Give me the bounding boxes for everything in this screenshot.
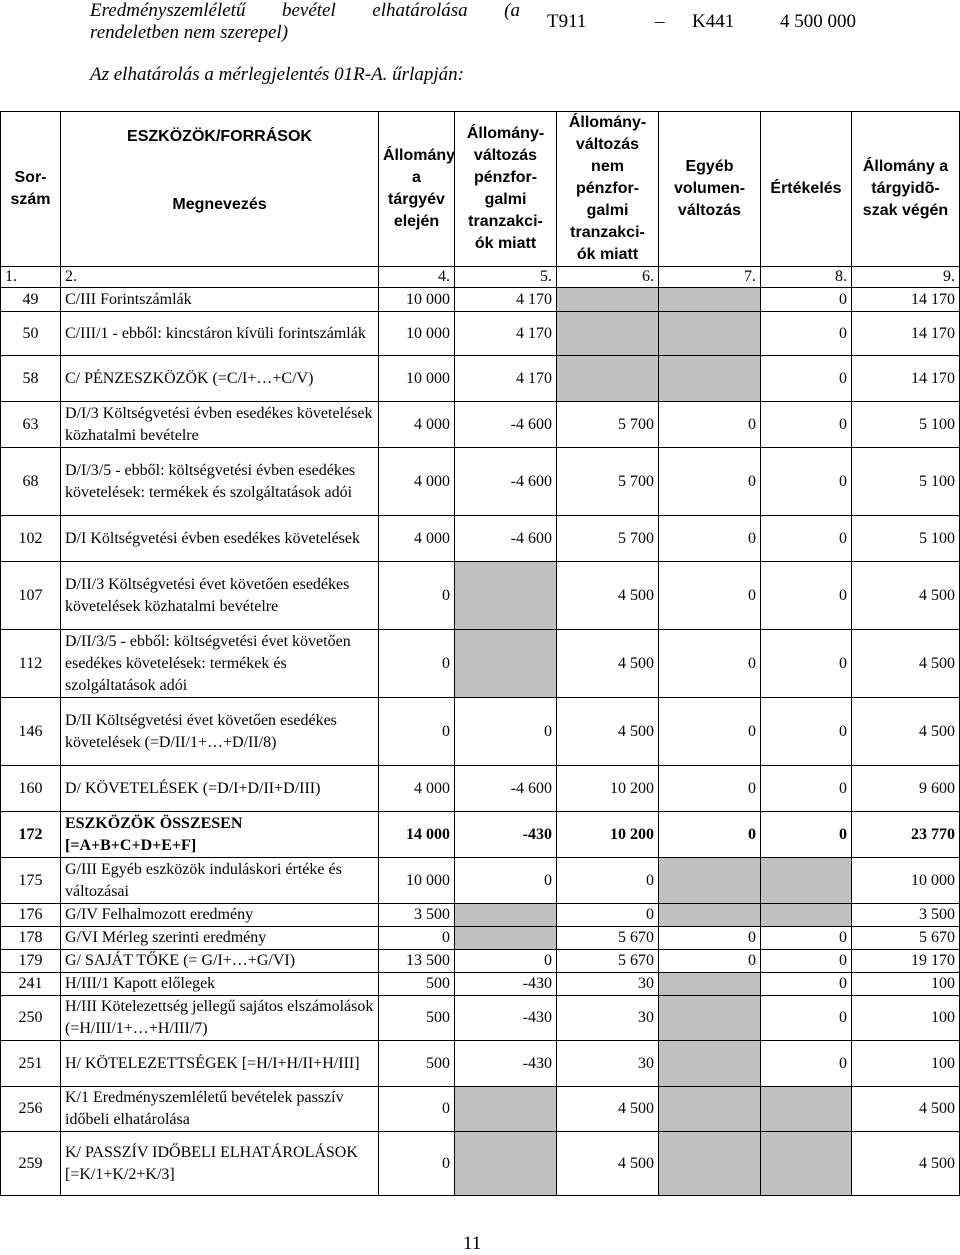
cell-other-volume-change bbox=[659, 904, 761, 927]
cell-noncash-change bbox=[557, 312, 659, 356]
cell-closing-balance: 4 500 bbox=[852, 698, 960, 766]
cell-opening-balance: 0 bbox=[379, 927, 455, 950]
cell-cash-flow-change: -4 600 bbox=[455, 516, 557, 562]
table-row bbox=[1, 904, 960, 927]
cell-noncash-change: 5 670 bbox=[557, 927, 659, 950]
cell-cash-flow-change: -430 bbox=[455, 812, 557, 858]
cell-opening-balance: 4 000 bbox=[379, 448, 455, 516]
cell-closing-balance: 5 100 bbox=[852, 448, 960, 516]
cell-closing-balance: 10 000 bbox=[852, 858, 960, 904]
cell-cash-flow-change: -430 bbox=[455, 973, 557, 996]
cell-valuation: 0 bbox=[761, 766, 852, 812]
cell-closing-balance: 100 bbox=[852, 996, 960, 1041]
cell-noncash-change: 4 500 bbox=[557, 698, 659, 766]
cell-noncash-change: 30 bbox=[557, 996, 659, 1041]
cell-opening-balance: 3 500 bbox=[379, 904, 455, 927]
cell-valuation: 0 bbox=[761, 1041, 852, 1087]
table-row bbox=[1, 402, 960, 448]
cell-valuation: 0 bbox=[761, 402, 852, 448]
cell-opening-balance: 0 bbox=[379, 630, 455, 698]
cell-opening-balance: 10 000 bbox=[379, 288, 455, 312]
cell-cash-flow-change bbox=[455, 927, 557, 950]
row-description: D/II Költségvetési évet követően esedékes követelések (=D/II/1+…+D/II/8) bbox=[61, 698, 379, 766]
row-description: H/ KÖTELEZETTSÉGEK [=H/I+H/II+H/III] bbox=[61, 1041, 379, 1087]
cell-cash-flow-change: -4 600 bbox=[455, 448, 557, 516]
cell-closing-balance: 100 bbox=[852, 1041, 960, 1087]
cell-other-volume-change bbox=[659, 996, 761, 1041]
cell-other-volume-change bbox=[659, 1087, 761, 1132]
cell-opening-balance: 10 000 bbox=[379, 312, 455, 356]
cell-other-volume-change bbox=[659, 1132, 761, 1196]
row-number: 241 bbox=[1, 973, 61, 996]
cell-cash-flow-change bbox=[455, 1132, 557, 1196]
header-cash-flow-change: Állomány-változás pénzfor-galmi tranzakci-ók miatt bbox=[455, 112, 557, 267]
intro-block bbox=[90, 0, 950, 44]
column-number: 2. bbox=[61, 267, 379, 288]
cell-valuation: 0 bbox=[761, 630, 852, 698]
row-description: G/IV Felhalmozott eredmény bbox=[61, 904, 379, 927]
row-number: 50 bbox=[1, 312, 61, 356]
row-description: ESZKÖZÖK ÖSSZESEN [=A+B+C+D+E+F] bbox=[61, 812, 379, 858]
header-opening-balance: Állomány a tárgyév elején bbox=[379, 112, 455, 267]
header-closing-balance: Állomány a tárgyidõ-szak végén bbox=[852, 112, 960, 267]
row-number: 250 bbox=[1, 996, 61, 1041]
table-row bbox=[1, 516, 960, 562]
row-number: 160 bbox=[1, 766, 61, 812]
intro-line-2: rendeletben nem szerepel) bbox=[90, 22, 289, 43]
row-number: 49 bbox=[1, 288, 61, 312]
cell-opening-balance: 0 bbox=[379, 1087, 455, 1132]
cell-noncash-change: 5 670 bbox=[557, 950, 659, 973]
cell-valuation: 0 bbox=[761, 973, 852, 996]
cell-noncash-change: 4 500 bbox=[557, 1087, 659, 1132]
cell-closing-balance: 100 bbox=[852, 973, 960, 996]
cell-opening-balance: 4 000 bbox=[379, 402, 455, 448]
header-noncash-change: Állomány-változás nem pénzfor-galmi tranzakci-ók miatt bbox=[557, 112, 659, 267]
cell-valuation: 0 bbox=[761, 812, 852, 858]
table-row bbox=[1, 630, 960, 698]
header-row-number: Sor-szám bbox=[1, 112, 61, 267]
cell-other-volume-change bbox=[659, 288, 761, 312]
table-row bbox=[1, 950, 960, 973]
column-numbering-row bbox=[1, 267, 960, 288]
row-number: 179 bbox=[1, 950, 61, 973]
cell-opening-balance: 0 bbox=[379, 698, 455, 766]
row-description: H/III/1 Kapott előlegek bbox=[61, 973, 379, 996]
cell-cash-flow-change: -4 600 bbox=[455, 766, 557, 812]
cell-cash-flow-change: 4 170 bbox=[455, 312, 557, 356]
table-row bbox=[1, 1132, 960, 1196]
cell-cash-flow-change: 0 bbox=[455, 698, 557, 766]
cell-valuation: 0 bbox=[761, 950, 852, 973]
row-number: 176 bbox=[1, 904, 61, 927]
row-description: C/III/1 - ebből: kincstáron kívüli forintszámlák bbox=[61, 312, 379, 356]
cell-closing-balance: 5 100 bbox=[852, 402, 960, 448]
cell-cash-flow-change bbox=[455, 904, 557, 927]
row-description: G/VI Mérleg szerinti eredmény bbox=[61, 927, 379, 950]
subheading: Az elhatárolás a mérlegjelentés 01R-A. űrlapján: bbox=[90, 64, 464, 85]
cell-valuation: 0 bbox=[761, 356, 852, 402]
column-number: 8. bbox=[761, 267, 852, 288]
row-description: C/III Forintszámlák bbox=[61, 288, 379, 312]
cell-other-volume-change: 0 bbox=[659, 766, 761, 812]
intro-dash: – bbox=[655, 11, 665, 32]
cell-other-volume-change: 0 bbox=[659, 562, 761, 630]
cell-noncash-change: 0 bbox=[557, 858, 659, 904]
row-description: D/I Költségvetési évben esedékes követelések bbox=[61, 516, 379, 562]
cell-opening-balance: 500 bbox=[379, 996, 455, 1041]
cell-other-volume-change: 0 bbox=[659, 927, 761, 950]
cell-valuation bbox=[761, 1087, 852, 1132]
cell-closing-balance: 4 500 bbox=[852, 1132, 960, 1196]
cell-closing-balance: 23 770 bbox=[852, 812, 960, 858]
cell-noncash-change: 10 200 bbox=[557, 766, 659, 812]
row-description: D/II/3 Költségvetési évet követően esedékes követelések közhatalmi bevételre bbox=[61, 562, 379, 630]
cell-cash-flow-change bbox=[455, 1087, 557, 1132]
column-number: 5. bbox=[455, 267, 557, 288]
page-number: 11 bbox=[463, 1233, 482, 1254]
cell-opening-balance: 0 bbox=[379, 1132, 455, 1196]
cell-noncash-change: 10 200 bbox=[557, 812, 659, 858]
cell-opening-balance: 14 000 bbox=[379, 812, 455, 858]
row-description: D/I/3 Költségvetési évben esedékes követelések közhatalmi bevételre bbox=[61, 402, 379, 448]
row-description: D/ KÖVETELÉSEK (=D/I+D/II+D/III) bbox=[61, 766, 379, 812]
cell-closing-balance: 19 170 bbox=[852, 950, 960, 973]
header-valuation: Értékelés bbox=[761, 112, 852, 267]
cell-valuation bbox=[761, 858, 852, 904]
cell-valuation: 0 bbox=[761, 927, 852, 950]
cell-other-volume-change: 0 bbox=[659, 448, 761, 516]
header-row bbox=[1, 112, 960, 267]
cell-opening-balance: 500 bbox=[379, 973, 455, 996]
row-description: K/ PASSZÍV IDŐBELI ELHATÁROLÁSOK [=K/1+K/2+K/3] bbox=[61, 1132, 379, 1196]
balance-table-wrapper bbox=[0, 111, 960, 1196]
column-number: 6. bbox=[557, 267, 659, 288]
cell-opening-balance: 4 000 bbox=[379, 516, 455, 562]
cell-valuation: 0 bbox=[761, 516, 852, 562]
cell-cash-flow-change: -4 600 bbox=[455, 402, 557, 448]
column-number: 1. bbox=[1, 267, 61, 288]
cell-cash-flow-change bbox=[455, 562, 557, 630]
row-number: 58 bbox=[1, 356, 61, 402]
header-other-volume-change: Egyéb volumen-változás bbox=[659, 112, 761, 267]
row-number: 68 bbox=[1, 448, 61, 516]
cell-closing-balance: 5 670 bbox=[852, 927, 960, 950]
row-number: 259 bbox=[1, 1132, 61, 1196]
row-number: 256 bbox=[1, 1087, 61, 1132]
cell-closing-balance: 14 170 bbox=[852, 288, 960, 312]
cell-closing-balance: 14 170 bbox=[852, 312, 960, 356]
table-row bbox=[1, 312, 960, 356]
intro-amount: 4 500 000 bbox=[780, 11, 856, 32]
cell-noncash-change: 5 700 bbox=[557, 402, 659, 448]
intro-code-t911: T911 bbox=[547, 11, 587, 32]
cell-cash-flow-change: 0 bbox=[455, 858, 557, 904]
column-number: 7. bbox=[659, 267, 761, 288]
cell-noncash-change: 30 bbox=[557, 1041, 659, 1087]
column-number: 9. bbox=[852, 267, 960, 288]
cell-noncash-change bbox=[557, 356, 659, 402]
row-description: G/ SAJÁT TŐKE (= G/I+…+G/VI) bbox=[61, 950, 379, 973]
cell-other-volume-change: 0 bbox=[659, 950, 761, 973]
cell-noncash-change: 4 500 bbox=[557, 1132, 659, 1196]
header-description bbox=[61, 112, 379, 267]
column-number: 4. bbox=[379, 267, 455, 288]
cell-other-volume-change: 0 bbox=[659, 812, 761, 858]
cell-noncash-change: 4 500 bbox=[557, 562, 659, 630]
cell-valuation: 0 bbox=[761, 312, 852, 356]
header-description-sub: Megnevezés bbox=[172, 196, 267, 213]
row-number: 172 bbox=[1, 812, 61, 858]
row-number: 178 bbox=[1, 927, 61, 950]
row-description: G/III Egyéb eszközök induláskori értéke és változásai bbox=[61, 858, 379, 904]
table-row bbox=[1, 927, 960, 950]
cell-other-volume-change: 0 bbox=[659, 516, 761, 562]
row-number: 112 bbox=[1, 630, 61, 698]
cell-closing-balance: 4 500 bbox=[852, 562, 960, 630]
table-row bbox=[1, 288, 960, 312]
cell-noncash-change: 5 700 bbox=[557, 448, 659, 516]
cell-closing-balance: 5 100 bbox=[852, 516, 960, 562]
cell-noncash-change: 4 500 bbox=[557, 630, 659, 698]
cell-noncash-change bbox=[557, 288, 659, 312]
row-description: D/I/3/5 - ebből: költségvetési évben esedékes követelések: termékek és szolgáltatások adói bbox=[61, 448, 379, 516]
cell-opening-balance: 4 000 bbox=[379, 766, 455, 812]
cell-other-volume-change bbox=[659, 356, 761, 402]
cell-other-volume-change bbox=[659, 973, 761, 996]
cell-other-volume-change bbox=[659, 1041, 761, 1087]
cell-opening-balance: 10 000 bbox=[379, 356, 455, 402]
cell-valuation: 0 bbox=[761, 562, 852, 630]
cell-cash-flow-change: -430 bbox=[455, 996, 557, 1041]
balance-table bbox=[0, 111, 960, 1196]
cell-closing-balance: 4 500 bbox=[852, 630, 960, 698]
cell-cash-flow-change bbox=[455, 630, 557, 698]
header-description-title: ESZKÖZÖK/FORRÁSOK bbox=[127, 128, 312, 145]
table-row bbox=[1, 448, 960, 516]
table-row bbox=[1, 356, 960, 402]
row-description: H/III Kötelezettség jellegű sajátos elszámolások (=H/III/1+…+H/III/7) bbox=[61, 996, 379, 1041]
cell-cash-flow-change: 0 bbox=[455, 950, 557, 973]
row-description: C/ PÉNZESZKÖZÖK (=C/I+…+C/V) bbox=[61, 356, 379, 402]
intro-code-k441: K441 bbox=[692, 11, 735, 32]
cell-valuation bbox=[761, 904, 852, 927]
cell-noncash-change: 5 700 bbox=[557, 516, 659, 562]
cell-valuation: 0 bbox=[761, 996, 852, 1041]
table-row bbox=[1, 1087, 960, 1132]
table-row bbox=[1, 562, 960, 630]
row-description: K/1 Eredményszemléletű bevételek passzív időbeli elhatárolása bbox=[61, 1087, 379, 1132]
cell-other-volume-change: 0 bbox=[659, 402, 761, 448]
cell-noncash-change: 30 bbox=[557, 973, 659, 996]
table-row bbox=[1, 973, 960, 996]
table-row bbox=[1, 766, 960, 812]
row-number: 146 bbox=[1, 698, 61, 766]
row-number: 102 bbox=[1, 516, 61, 562]
cell-other-volume-change: 0 bbox=[659, 698, 761, 766]
intro-line-1: Eredményszemléletű bevétel elhatárolása (a bbox=[90, 0, 520, 21]
table-row bbox=[1, 698, 960, 766]
cell-closing-balance: 14 170 bbox=[852, 356, 960, 402]
table-row bbox=[1, 1041, 960, 1087]
cell-other-volume-change bbox=[659, 858, 761, 904]
row-description: D/II/3/5 - ebből: költségvetési évet követően esedékes követelések: termékek és szolgáltatások adói bbox=[61, 630, 379, 698]
cell-valuation bbox=[761, 1132, 852, 1196]
cell-opening-balance: 10 000 bbox=[379, 858, 455, 904]
cell-opening-balance: 0 bbox=[379, 562, 455, 630]
table-row bbox=[1, 858, 960, 904]
cell-valuation: 0 bbox=[761, 448, 852, 516]
intro-text bbox=[90, 0, 520, 44]
cell-cash-flow-change: 4 170 bbox=[455, 356, 557, 402]
cell-opening-balance: 13 500 bbox=[379, 950, 455, 973]
row-number: 107 bbox=[1, 562, 61, 630]
row-number: 63 bbox=[1, 402, 61, 448]
cell-cash-flow-change: -430 bbox=[455, 1041, 557, 1087]
table-row bbox=[1, 996, 960, 1041]
table-row-total-assets bbox=[1, 812, 960, 858]
cell-valuation: 0 bbox=[761, 288, 852, 312]
row-number: 175 bbox=[1, 858, 61, 904]
table-body bbox=[1, 288, 960, 1196]
cell-other-volume-change bbox=[659, 312, 761, 356]
row-number: 251 bbox=[1, 1041, 61, 1087]
cell-noncash-change: 0 bbox=[557, 904, 659, 927]
cell-closing-balance: 3 500 bbox=[852, 904, 960, 927]
cell-closing-balance: 4 500 bbox=[852, 1087, 960, 1132]
cell-valuation: 0 bbox=[761, 698, 852, 766]
cell-closing-balance: 9 600 bbox=[852, 766, 960, 812]
cell-opening-balance: 500 bbox=[379, 1041, 455, 1087]
cell-other-volume-change: 0 bbox=[659, 630, 761, 698]
cell-cash-flow-change: 4 170 bbox=[455, 288, 557, 312]
